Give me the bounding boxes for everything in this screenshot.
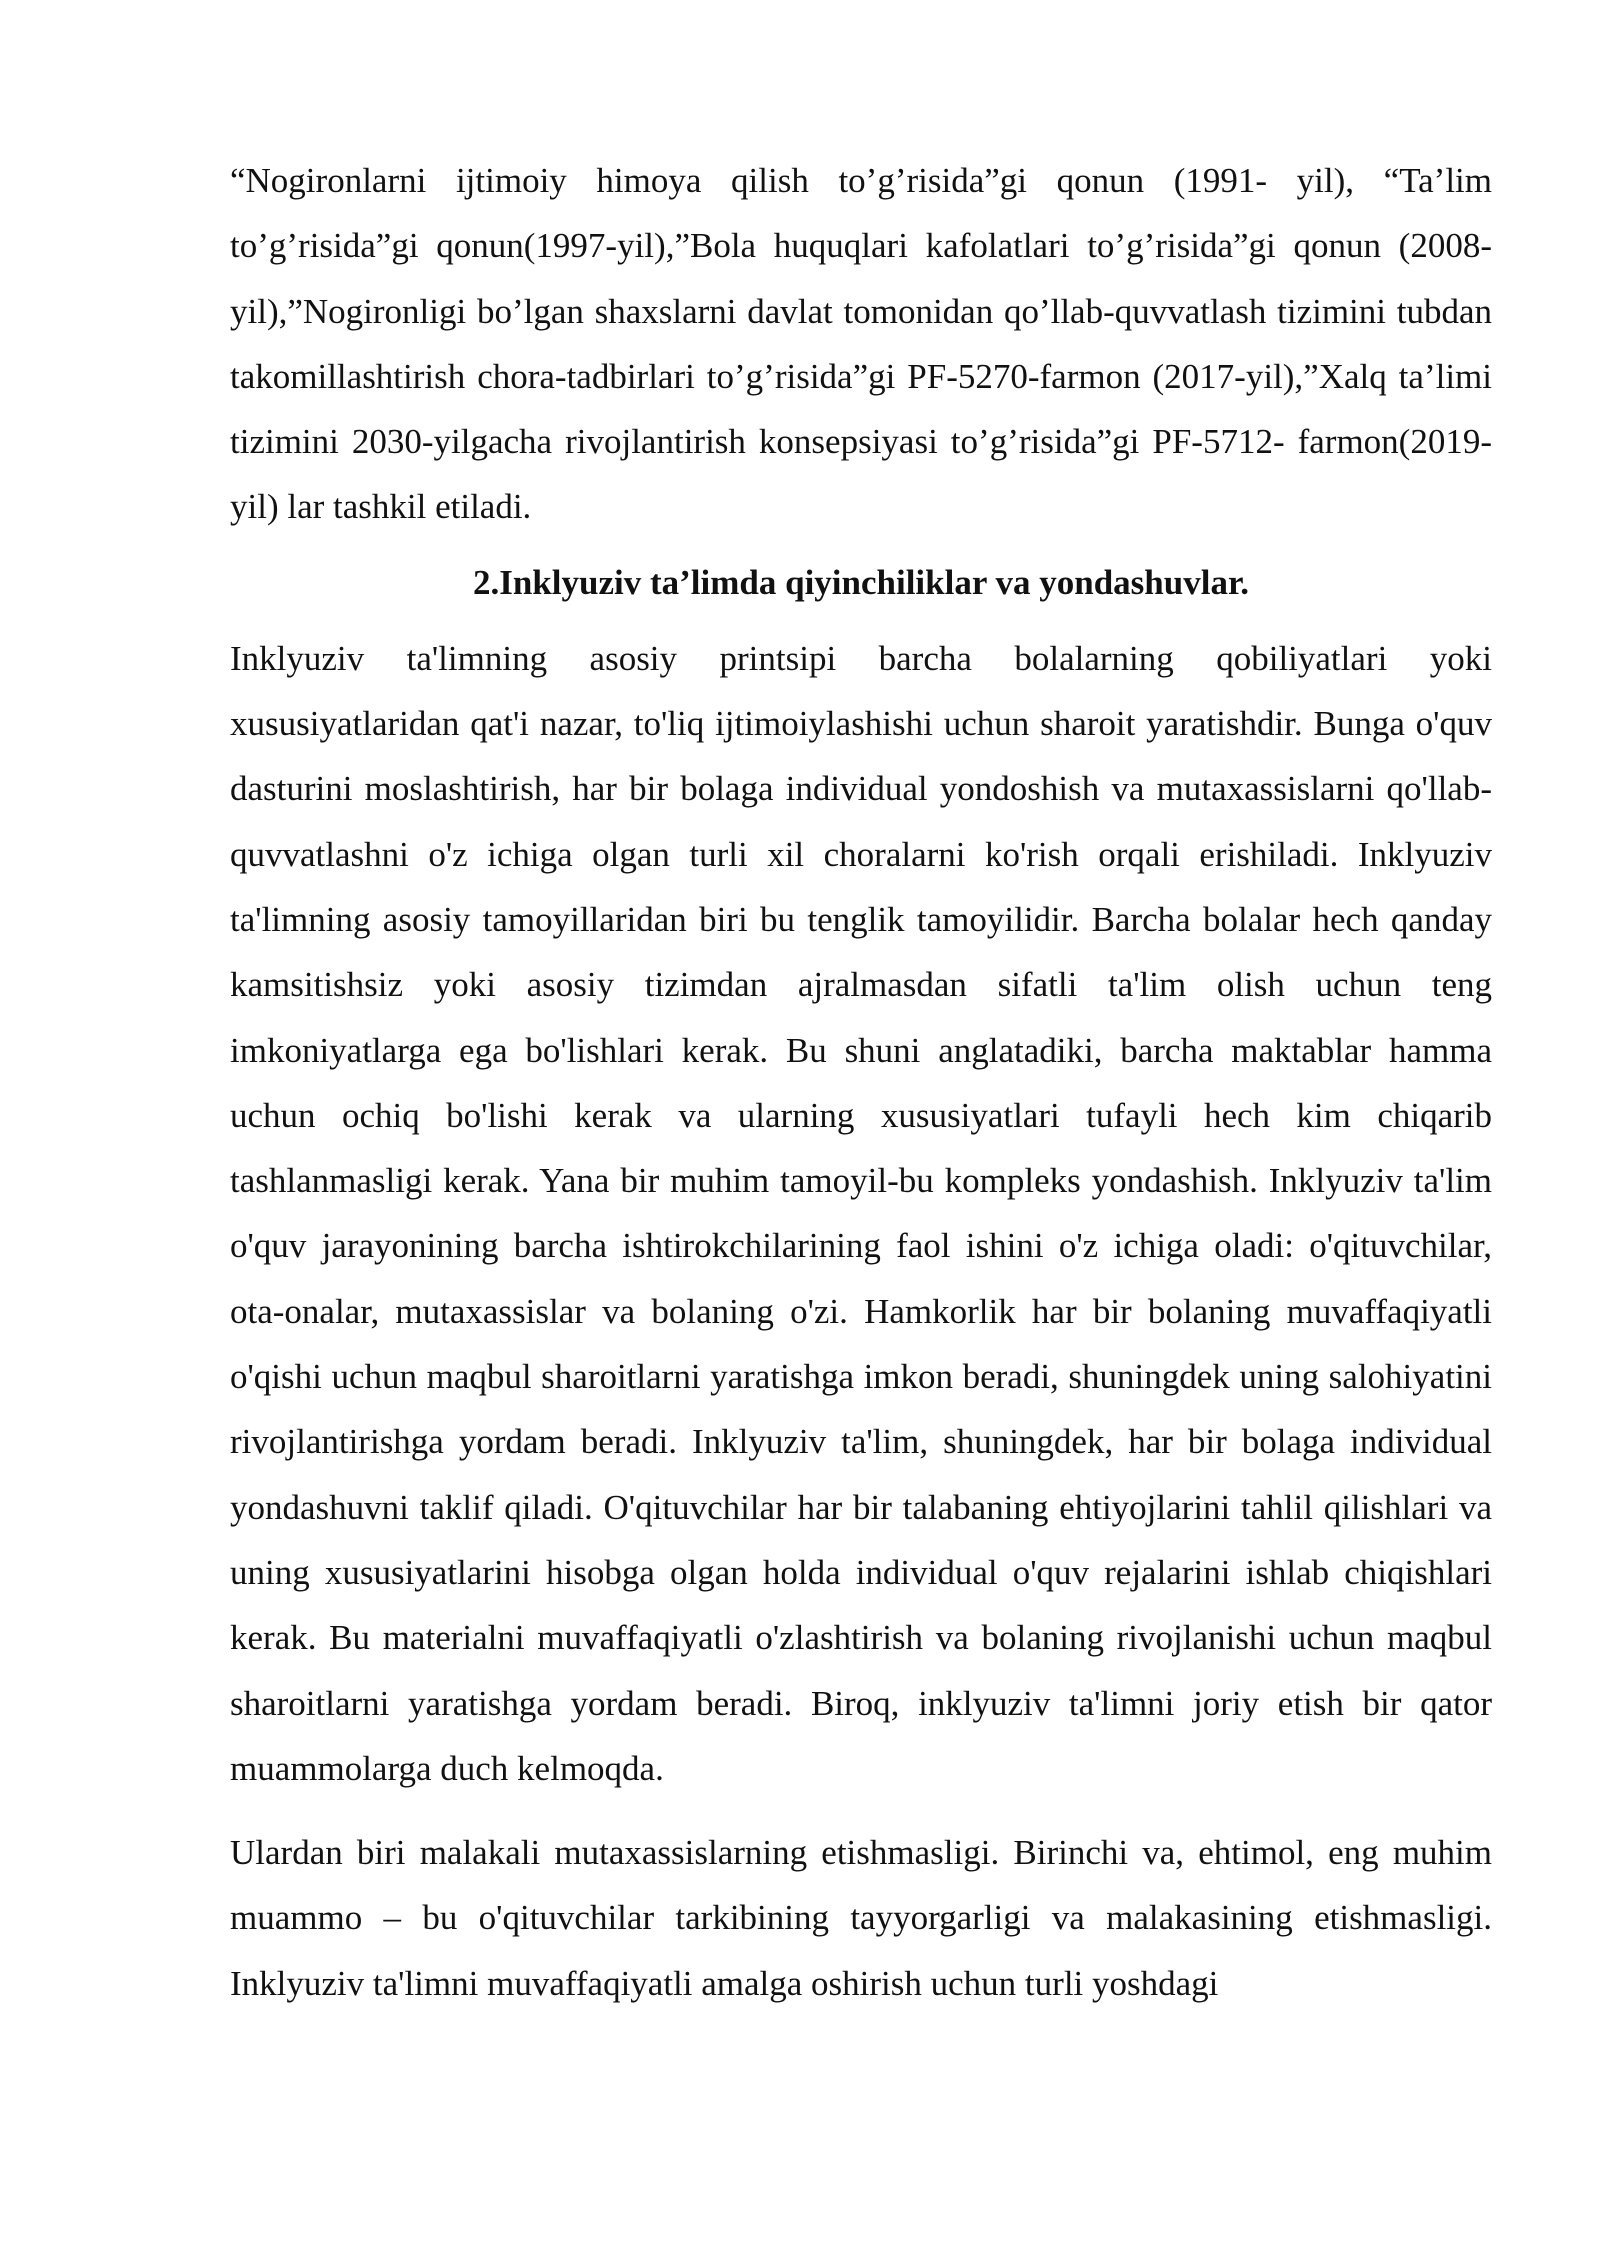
body-paragraph-problems: Ulardan biri malakali mutaxassislarning etishmasligi. Birinchi va, ehtimol, eng muhim muammo – bu o'qituvchilar tarkibining tayyorgarligi va malakasining etishmasligi. Inklyuziv ta'limni muvaffaqiyatli amalga oshirish uchun turli yoshdagi <box>230 1833 1492 2003</box>
document-page <box>230 148 1492 2016</box>
section-heading: 2.Inklyuziv ta’limda qiyinchiliklar va yondashuvlar. <box>472 562 1250 602</box>
body-paragraph-principles: Inklyuziv ta'limning asosiy printsipi barcha bolalarning qobiliyatlari yoki xususiyatlaridan qat'i nazar, to'liq ijtimoiylashishi uchun sharoit yaratishdir. Bunga o'quv dasturini moslashtirish, har bir bolaga individual yondoshish va mutaxassislarni qo'llab-quvvatlashni o'z ichiga olgan turli xil choralarni ko'rish orqali erishiladi. Inklyuziv ta'limning asosiy tamoyillaridan biri bu tenglik tamoyilidir. Barcha bolalar hech qanday kamsitishsiz yoki asosiy tizimdan ajralmasdan sifatli ta'lim olish uchun teng imkoniyatlarga ega bo'lishlari kerak. Bu shuni anglatadiki, barcha maktablar hamma uchun ochiq bo'lishi kerak va ularning xususiyatlari tufayli hech kim chiqarib tashlanmasligi kerak. Yana bir muhim tamoyil-bu kompleks yondashish. Inklyuziv ta'lim o'quv jarayonining barcha ishtirokchilarining faol ishini o'z ichiga oladi: o'qituvchilar, ota-onalar, mutaxassislar va bolaning o'zi. Hamkorlik har bir bolaning muvaffaqiyatli o'qishi uchun maqbul sharoitlarni yaratishga imkon beradi, shuningdek uning salohiyatini rivojlantirishga yordam beradi. Inklyuziv ta'lim, shuningdek, har bir bolaga individual yondashuvni taklif qiladi. O'qituvchilar har bir talabaning ehtiyojlarini tahlil qilishlari va uning xususiyatlarini hisobga olgan holda individual o'quv rejalarini ishlab chiqishlari kerak. Bu materialni muvaffaqiyatli o'zlashtirish va bolaning rivojlanishi uchun maqbul sharoitlarni yaratishga yordam beradi. Biroq, inklyuziv ta'limni joriy etish bir qator muammolarga duch kelmoqda. <box>230 638 1492 1788</box>
body-paragraph-laws: “Nogironlarni ijtimoiy himoya qilish to’g’risida”gi qonun (1991- yil), “Ta’lim to’g’risida”gi qonun(1997-yil),”Bola huquqlari kafolatlari to’g’risida”gi qonun (2008-yil),”Nogironligi bo’lgan shaxslarni davlat tomonidan qo’llab-quvvatlash tizimini tubdan takomillashtirish chora-tadbirlari to’g’risida”gi PF-5270-farmon (2017-yil),”Xalq ta’limi tizimini 2030-yilgacha rivojlantirish konsepsiyasi to’g’risida”gi PF-5712- farmon(2019-yil) lar tashkil etiladi. <box>230 161 1492 527</box>
